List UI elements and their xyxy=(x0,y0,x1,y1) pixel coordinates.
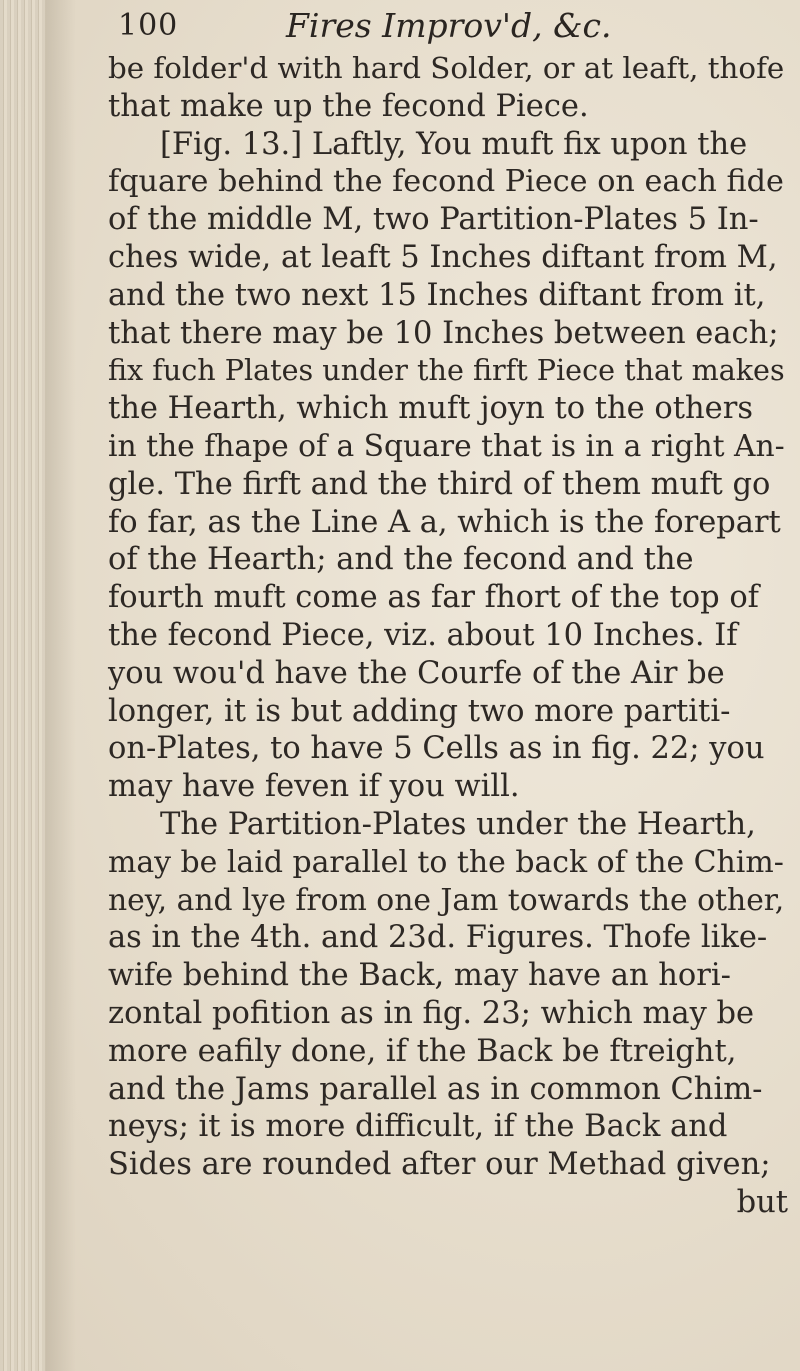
binding-gutter xyxy=(0,0,46,1371)
text-line: fo far, as the Line A a, which is the forepart xyxy=(108,504,781,540)
text-line: fix fuch Plates under the firft Piece that makes xyxy=(108,353,785,388)
text-line: in the fhape of a Square that is in a right An- xyxy=(108,428,785,464)
page-number: 100 xyxy=(118,8,179,43)
text-line: on-Plates, to have 5 Cells as in fig. 22; you xyxy=(108,731,765,767)
text-line: may be laid parallel to the back of the Chim- xyxy=(108,844,784,880)
text-line: [Fig. 13.] Laftly, You muft fix upon the xyxy=(160,126,748,162)
text-line: that there may be 10 Inches between each; xyxy=(108,315,779,351)
text-line: and the two next 15 Inches diftant from it, xyxy=(108,277,766,313)
text-line: Sides are rounded after our Methad given; xyxy=(108,1147,771,1183)
page-header xyxy=(118,0,758,52)
catchword: but xyxy=(736,1184,788,1220)
text-line: zontal pofition as in fig. 23; which may be xyxy=(108,995,755,1031)
text-line: gle. The firft and the third of them muft go xyxy=(108,466,771,502)
text-line: and the Jams parallel as in common Chim- xyxy=(108,1071,763,1107)
text-line: longer, it is but adding two more partiti- xyxy=(108,693,731,729)
text-line: of the Hearth; and the fecond and the xyxy=(108,542,694,578)
text-line: you wou'd have the Courfe of the Air be xyxy=(108,655,725,691)
text-line: of the middle M, two Partition-Plates 5 In- xyxy=(108,202,759,238)
text-line: may have feven if you will. xyxy=(108,769,520,805)
gutter-shadow xyxy=(46,0,76,1371)
text-line: wife behind the Back, may have an hori- xyxy=(108,958,731,994)
text-line: fquare behind the fecond Piece on each fide xyxy=(108,164,784,200)
text-line: fourth muft come as far fhort of the top of xyxy=(108,580,759,616)
text-line: that make up the fecond Piece. xyxy=(108,88,589,124)
text-line: as in the 4th. and 23d. Figures. Thofe like- xyxy=(108,920,768,956)
text-line: more eafily done, if the Back be ftreight, xyxy=(108,1033,737,1069)
running-head: Fires Improv'd, &c. xyxy=(286,6,612,45)
text-line: be folder'd with hard Solder, or at leaft, thofe xyxy=(108,51,785,85)
text-line: ches wide, at leaft 5 Inches diftant from M, xyxy=(108,239,778,275)
text-line: ney, and lye from one Jam towards the other, xyxy=(108,882,785,918)
body-text xyxy=(108,50,788,1222)
text-line: the fecond Piece, viz. about 10 Inches. If xyxy=(108,617,738,653)
text-line: the Hearth, which muft joyn to the others xyxy=(108,391,753,427)
text-line: The Partition-Plates under the Hearth, xyxy=(160,806,756,842)
text-line: neys; it is more difficult, if the Back and xyxy=(108,1109,728,1145)
